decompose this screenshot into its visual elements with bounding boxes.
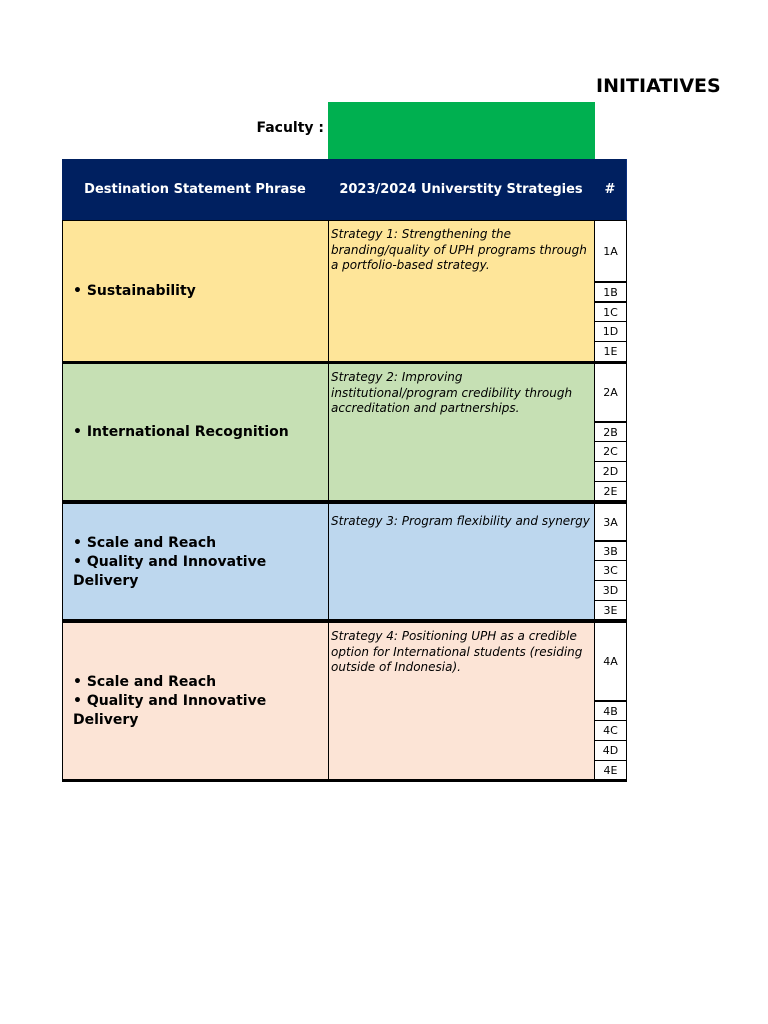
code-cell[interactable]: 3C	[594, 560, 627, 581]
phrase-text	[73, 673, 328, 730]
strategy-cell-3[interactable]: Strategy 3: Program flexibility and synergy	[328, 503, 595, 621]
code-cell[interactable]: 1B	[594, 282, 627, 302]
phrase-text	[73, 282, 196, 301]
code-cell[interactable]: 4B	[594, 701, 627, 721]
phrase-line: • Scale and Reach	[73, 673, 217, 690]
phrase-line: • International Recognition	[73, 424, 289, 440]
faculty-label: Faculty :	[256, 120, 324, 136]
code-cell[interactable]: 4E	[594, 760, 627, 780]
code-cell[interactable]: 2E	[594, 481, 627, 502]
phrase-line: • Quality and Innovative Delivery	[73, 553, 267, 589]
code-cell[interactable]: 1A	[594, 220, 627, 282]
phrase-cell-3[interactable]	[62, 503, 329, 621]
phrase-line: • Sustainability	[73, 282, 196, 299]
header-university-strategies: 2023/2024 Universtity Strategies	[328, 159, 595, 220]
code-cell[interactable]: 1C	[594, 302, 627, 322]
code-cell[interactable]: 4A	[594, 622, 627, 701]
phrase-line: • Quality and Innovative Delivery	[73, 692, 267, 728]
code-cell[interactable]: 2D	[594, 461, 627, 482]
phrase-cell-4[interactable]	[62, 622, 329, 780]
phrase-text	[73, 534, 328, 591]
code-cell[interactable]: 1D	[594, 321, 627, 342]
phrase-line: • Scale and Reach	[73, 534, 217, 551]
phrase-cell-2[interactable]	[62, 363, 329, 502]
strategy-cell-4[interactable]: Strategy 4: Positioning UPH as a credible option for International students (residing outside of Indonesia).	[328, 622, 595, 780]
phrase-text	[73, 423, 289, 442]
phrase-cell-1[interactable]	[62, 220, 329, 362]
code-cell[interactable]: 2C	[594, 441, 627, 462]
strategy-cell-1[interactable]: Strategy 1: Strengthening the branding/quality of UPH programs through a portfolio-based strategy.	[328, 220, 595, 362]
sheet-title: INITIATIVES	[596, 75, 721, 97]
code-cell[interactable]: 3B	[594, 541, 627, 561]
code-cell[interactable]: 2B	[594, 422, 627, 442]
code-cell[interactable]: 4C	[594, 720, 627, 741]
strategy-cell-2[interactable]: Strategy 2: Improving institutional/program credibility through accreditation and partnerships.	[328, 363, 595, 502]
code-cell[interactable]: 2A	[594, 363, 627, 422]
code-cell[interactable]: 4D	[594, 740, 627, 761]
code-cell[interactable]: 3D	[594, 580, 627, 601]
code-cell[interactable]: 1E	[594, 341, 627, 362]
code-cell[interactable]: 3A	[594, 503, 627, 541]
group-separator	[62, 779, 627, 782]
faculty-field[interactable]	[328, 102, 595, 159]
header-number: #	[594, 159, 627, 220]
header-destination-phrase: Destination Statement Phrase	[62, 159, 329, 220]
code-cell[interactable]: 3E	[594, 600, 627, 621]
